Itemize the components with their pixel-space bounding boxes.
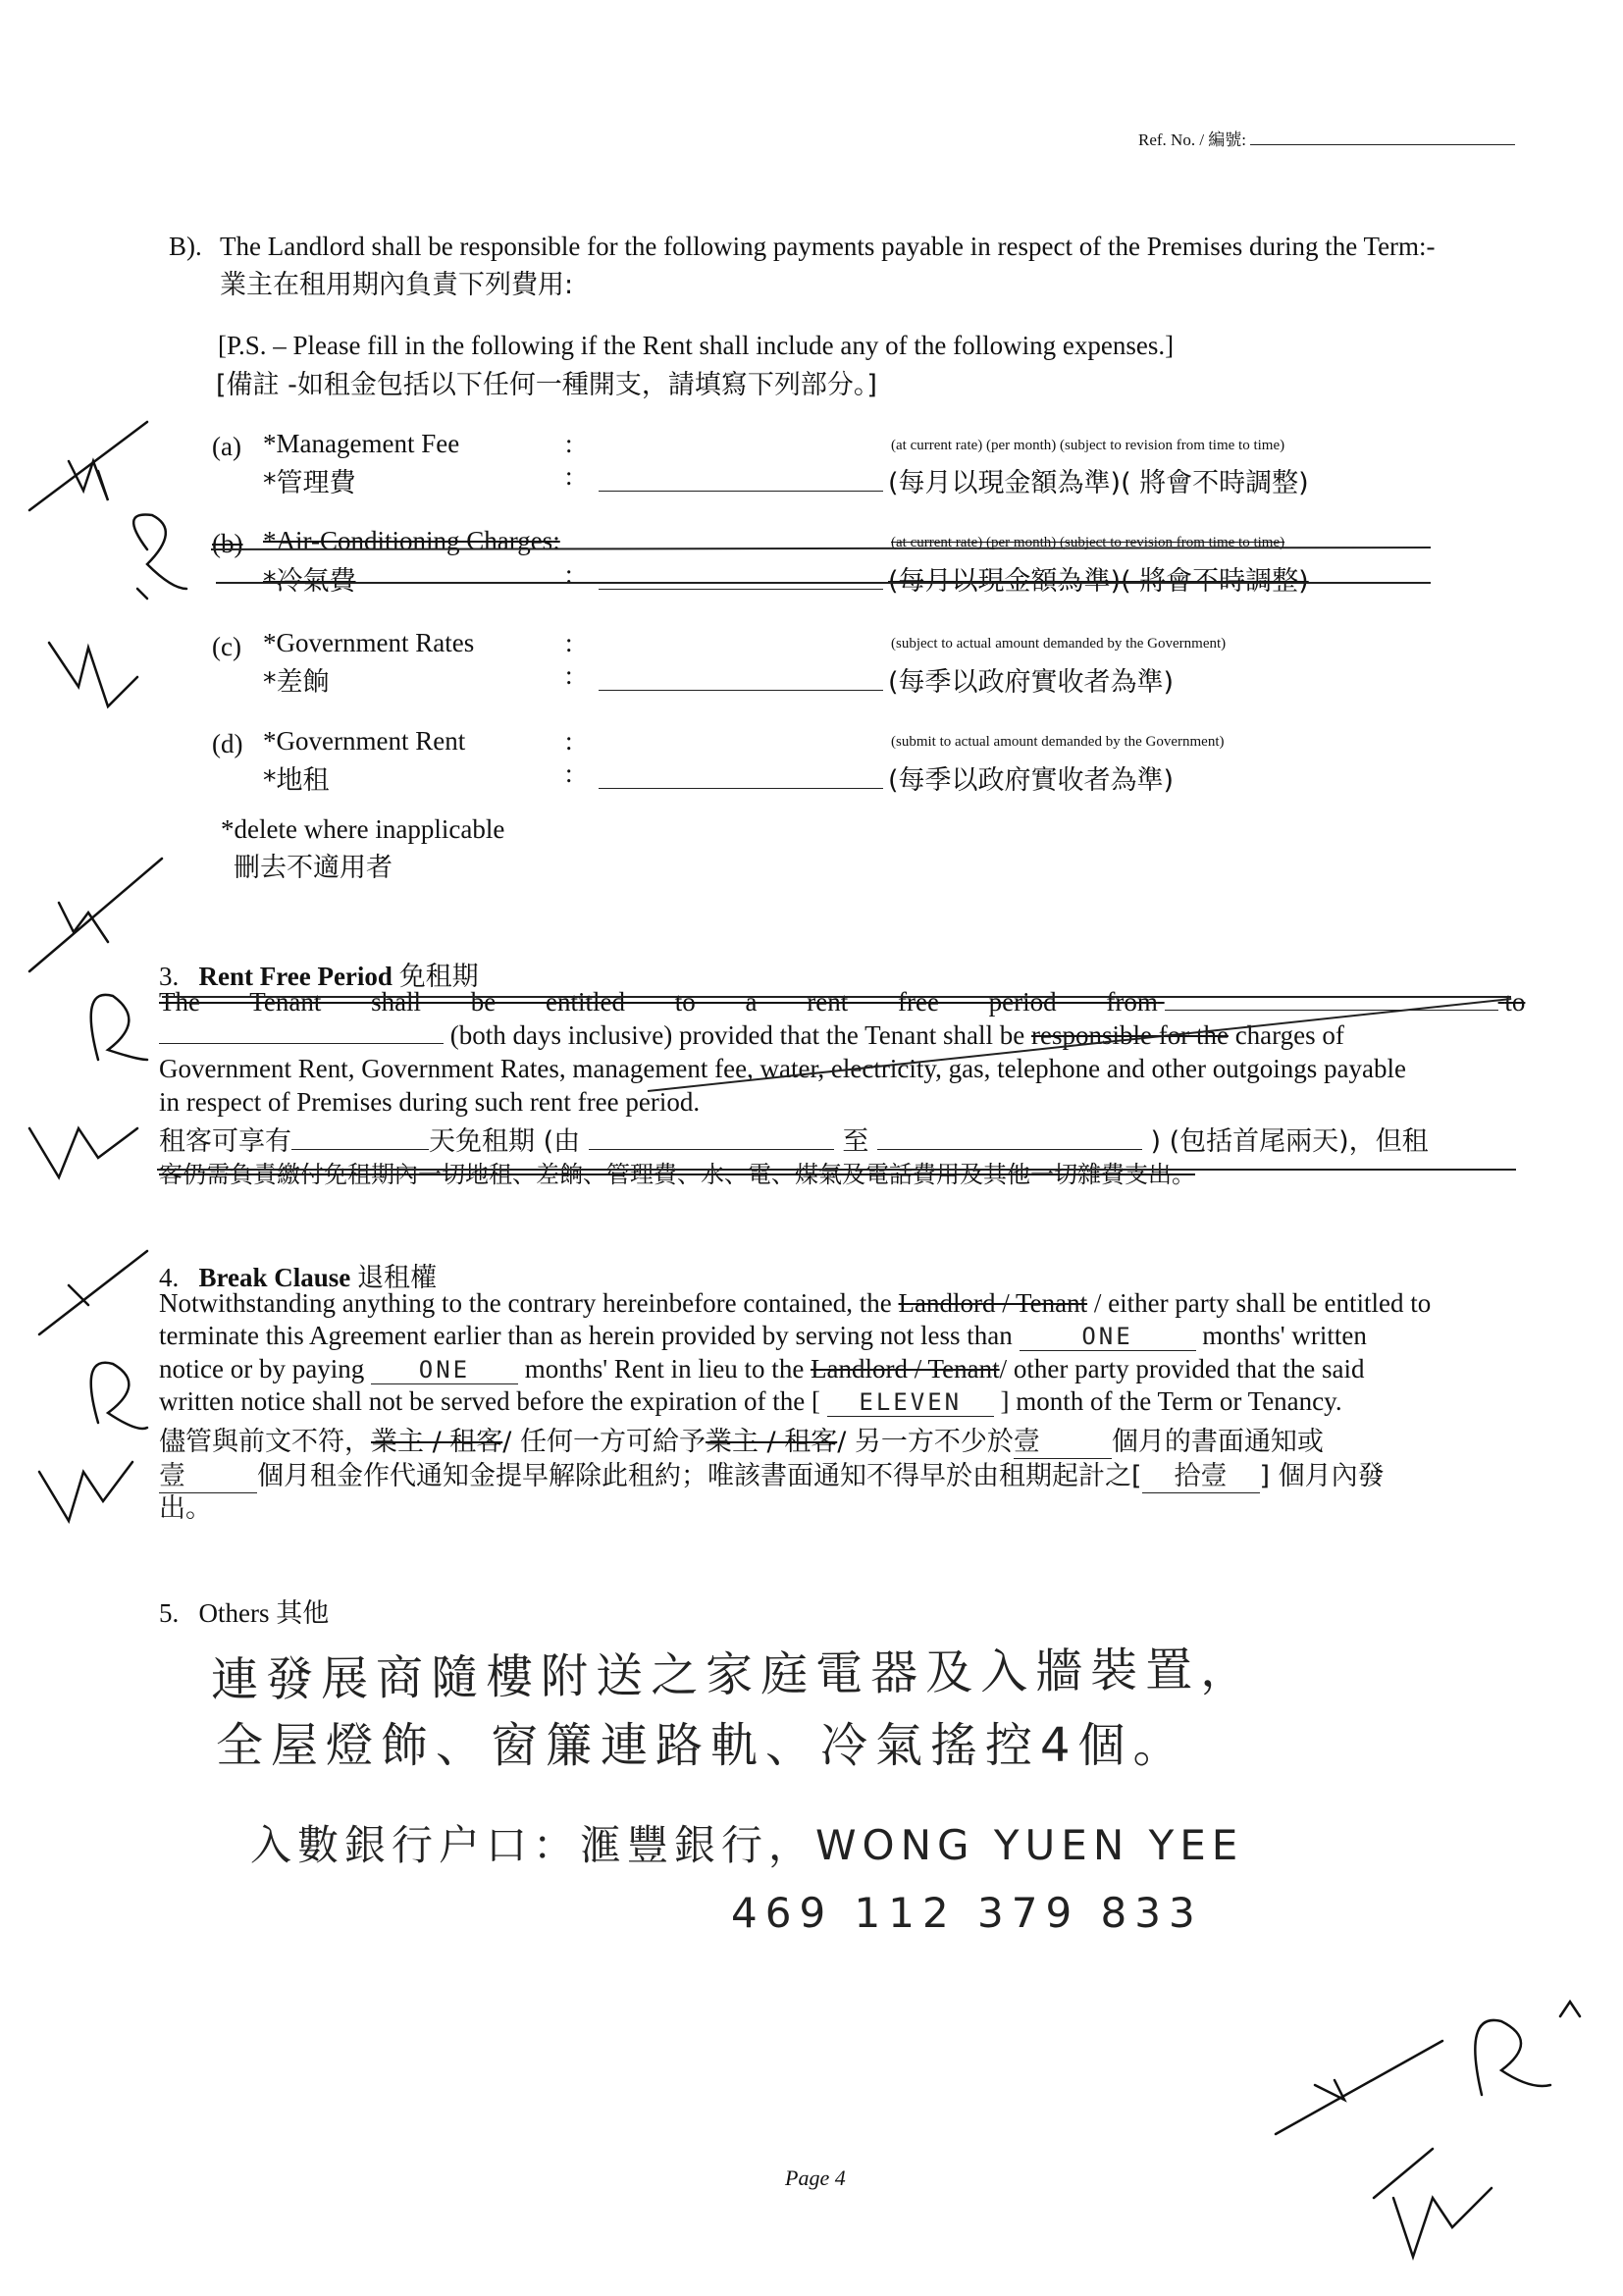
amount-blank xyxy=(599,461,883,492)
colon: : xyxy=(565,758,573,788)
amount-blank xyxy=(599,758,883,789)
item-note-zh: (每季以政府實收者為準) xyxy=(888,765,1175,796)
item-note-zh: (每月以現金額為準)( 將會不時調整) xyxy=(888,468,1309,498)
initial-mark xyxy=(91,995,147,1060)
item-note-en: (subject to actual amount demanded by the Government) xyxy=(891,636,1227,652)
item-id: (a) xyxy=(212,432,241,461)
amount-blank xyxy=(599,559,883,590)
item-id: (d) xyxy=(212,729,243,758)
item-note-en: (at current rate) (per month) (subject to revision from time to time) xyxy=(891,438,1285,453)
delete-note-zh: 刪去不適用者 xyxy=(234,853,393,883)
break-line-2: terminate this Agreement earlier than as herein provided by serving not less than ONE months' written xyxy=(159,1321,1367,1350)
handwritten-bank-account: 入數銀行户口：滙豐銀行，WONG YUEN YEE xyxy=(250,1821,1244,1869)
signature-mark xyxy=(1276,2041,1442,2134)
colon: : xyxy=(565,559,573,589)
section-b-title-zh: 業主在租用期內負責下列費用: xyxy=(220,270,574,300)
signature-mark xyxy=(1374,2149,1492,2257)
amount-blank xyxy=(599,660,883,691)
item-label-en: *Air-Conditioning Charges: xyxy=(263,526,560,555)
rent-in-lieu-zh-field: 壹 xyxy=(159,1454,257,1493)
initial-mark xyxy=(49,643,137,706)
expiry-month-field: ELEVEN xyxy=(827,1388,994,1417)
rent-in-lieu-field: ONE xyxy=(371,1356,518,1384)
ps-note-en: [P.S. – Please fill in the following if the Rent shall include any of the following expenses.] xyxy=(218,331,1175,360)
section-b-title-en: The Landlord shall be responsible for the following payments payable in respect of the Premises during the Term:- xyxy=(220,232,1436,261)
rent-free-line-3: Government Rent, Government Rates, management fee, water, electricity, gas, telephone and other outgoings payable xyxy=(159,1054,1406,1083)
initial-mark xyxy=(29,1128,137,1177)
colon: : xyxy=(565,726,573,756)
section-b-label: B). xyxy=(169,232,202,261)
ref-no-blank xyxy=(1250,144,1515,145)
rent-free-line-4: in respect of Premises during such rent free period. xyxy=(159,1087,701,1117)
section-3-heading: 3. Rent Free Period 免租期 xyxy=(159,962,479,992)
initial-mark xyxy=(39,1462,132,1521)
notice-months-zh-field: 壹 xyxy=(1014,1420,1112,1459)
item-id: (b) xyxy=(212,529,243,558)
initial-mark xyxy=(91,1363,147,1429)
break-zh-2: 壹 個月租金作代通知金提早解除此租約；唯該書面通知不得早於由租期起計之[ 拾壹 ] 個月內發 xyxy=(159,1454,1385,1493)
break-line-3: notice or by paying ONE months' Rent in lieu to the Landlord / Tenant/ other party provided that the said xyxy=(159,1354,1365,1383)
rent-free-line-1: The Tenant shall be entitled to a rent free period from to xyxy=(159,987,1526,1017)
item-label-zh: *管理費 xyxy=(263,468,356,498)
handwritten-account-number: 469 112 379 833 xyxy=(731,1889,1203,1937)
handwritten-others-2: 全屋燈飾、窗簾連路軌、冷氣搖控4個。 xyxy=(216,1718,1188,1773)
signature-mark xyxy=(1475,2002,1580,2095)
initial-mark xyxy=(133,514,186,599)
notice-months-field: ONE xyxy=(1020,1323,1196,1351)
page-number: Page 4 xyxy=(785,2166,846,2190)
item-label-en: *Management Fee xyxy=(263,429,460,458)
handwritten-others-1: 連發展商隨樓附送之家庭電器及入牆裝置， xyxy=(210,1642,1256,1708)
break-line-1: Notwithstanding anything to the contrary hereinbefore contained, the Landlord / Tenant / either party shall be entitled to xyxy=(159,1288,1432,1318)
initial-mark xyxy=(39,1251,147,1334)
section-5-heading: 5. Others 其他 xyxy=(159,1598,330,1629)
item-note-en: (submit to actual amount demanded by the Government) xyxy=(891,734,1225,750)
initial-mark xyxy=(29,859,162,971)
item-label-zh: *地租 xyxy=(263,765,330,796)
item-note-en: (at current rate) (per month) (subject to revision from time to time) xyxy=(891,535,1285,550)
delete-note-en: *delete where inapplicable xyxy=(221,814,505,844)
item-label-zh: *差餉 xyxy=(263,667,330,698)
ps-note-zh: [備註 -如租金包括以下任何一種開支，請填寫下列部分。] xyxy=(216,370,877,400)
initial-mark xyxy=(29,422,147,510)
item-id: (c) xyxy=(212,632,241,661)
break-zh-1: 儘管與前文不符，業主 / 租客/ 任何一方可給予業主 / 租客/ 另一方不少於壹 個月的書面通知或 xyxy=(159,1420,1324,1459)
colon: : xyxy=(565,628,573,657)
expiry-month-zh-field: 拾壹 xyxy=(1142,1454,1260,1493)
rent-free-line-2: (both days inclusive) provided that the Tenant shall be responsible for the charges of xyxy=(159,1020,1344,1051)
rent-free-zh-2: 客仍需負責繳付免租期內一切地租、差餉、管理費、水、電、煤氣及電話費用及其他一切雜費支出。 xyxy=(159,1161,1195,1188)
rent-free-zh-1: 租客可享有 天免租期 (由 至 ) (包括首尾兩天)，但租 xyxy=(159,1126,1429,1157)
item-note-zh: (每季以政府實收者為準) xyxy=(888,667,1175,698)
break-zh-3: 出。 xyxy=(159,1493,212,1524)
colon: : xyxy=(565,461,573,491)
item-label-en: *Government Rent xyxy=(263,726,466,756)
section-4-heading: 4. Break Clause 退租權 xyxy=(159,1263,438,1293)
break-line-4: written notice shall not be served before the expiration of the [ ELEVEN ] month of the Term or Tenancy. xyxy=(159,1386,1342,1416)
ref-no-label: Ref. No. / 編號: xyxy=(1138,126,1515,150)
item-note-zh: (每月以現金額為準)( 將會不時調整) xyxy=(888,566,1309,597)
rent-free-end-blank xyxy=(159,1043,444,1044)
colon: : xyxy=(565,429,573,458)
item-label-zh: *冷氣費 xyxy=(263,566,356,597)
item-label-en: *Government Rates xyxy=(263,628,475,657)
colon: : xyxy=(565,660,573,690)
